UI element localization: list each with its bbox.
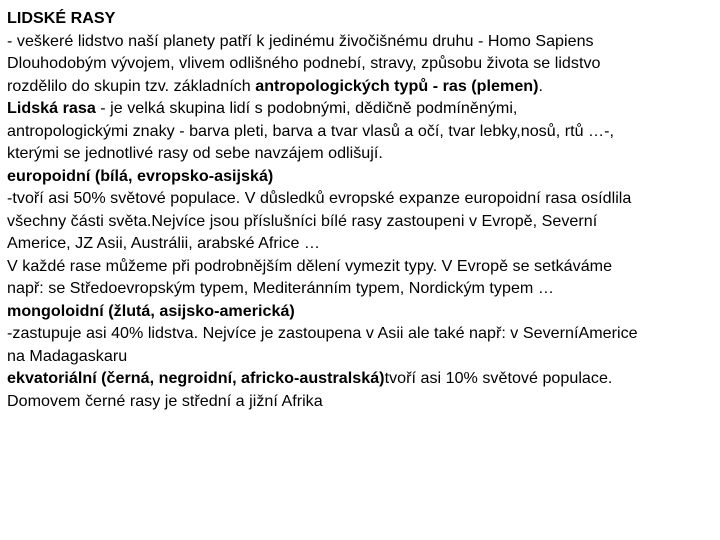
europoid-heading: europoidní (bílá, evropsko-asijská) <box>7 166 274 185</box>
mongoloid-heading: mongoloidní (žlutá, asijsko-americká) <box>7 301 295 320</box>
equatorial-line-1 <box>7 367 720 390</box>
intro-line-3-text: rozdělilo do skupin tzv. základních <box>7 76 256 95</box>
intro-line-3 <box>7 75 720 98</box>
intro-end: . <box>538 76 544 95</box>
mongoloid-line-2: na Madagaskaru <box>7 346 128 365</box>
mongoloid-line-1: -zastupuje asi 40% lidstva. Nejvíce je zastoupena v Asii ale také např: v SeverníAmerice <box>7 324 638 342</box>
intro-line-2: Dlouhodobým vývojem, vlivem odlišného podnebí, stravy, způsobu života se lidstvo <box>7 54 601 72</box>
definition-line-1 <box>7 97 720 120</box>
definition-line-3: kterými se jednotlivé rasy od sebe navzájem odlišují. <box>7 144 383 162</box>
intro-line-1: - veškeré lidstvo naší planety patří k jedinému živočišnému druhu - Homo Sapiens <box>7 31 594 50</box>
intro-bold-term: antropologických typů - ras (plemen) <box>255 76 539 95</box>
europoid-line-2: všechny části světa.Nejvíce jsou příslušníci bílé rasy zastoupeni v Evropě, Severní <box>7 211 598 230</box>
definition-line-2: antropologickými znaky - barva pleti, barva a tvar vlasů a očí, tvar lebky,nosů, rtů …-, <box>7 121 615 140</box>
document-title: LIDSKÉ RASY <box>7 9 116 27</box>
equatorial-inline-text: tvoří asi 10% světové populace. <box>384 369 613 387</box>
europoid-line-5: např: se Středoevropským typem, Mediteránním typem, Nordickým typem … <box>7 279 554 297</box>
definition-line-1-text: - je velká skupina lidí s podobnými, dědičně podmíněnými, <box>95 99 518 117</box>
equatorial-heading: ekvatoriální (černá, negroidní, africko-australská) <box>7 369 385 387</box>
europoid-line-3: Americe, JZ Asii, Austrálii, arabské Africe … <box>7 234 321 252</box>
europoid-line-4: V každé rase můžeme při podrobnějším dělení vymezit typy. V Evropě se setkáváme <box>7 256 613 275</box>
equatorial-line-2: Domovem černé rasy je střední a jižní Afrika <box>7 391 323 410</box>
definition-term: Lidská rasa <box>7 99 96 117</box>
europoid-line-1: -tvoří asi 50% světové populace. V důsledků evropské expanze europoidní rasa osídlila <box>7 189 632 207</box>
